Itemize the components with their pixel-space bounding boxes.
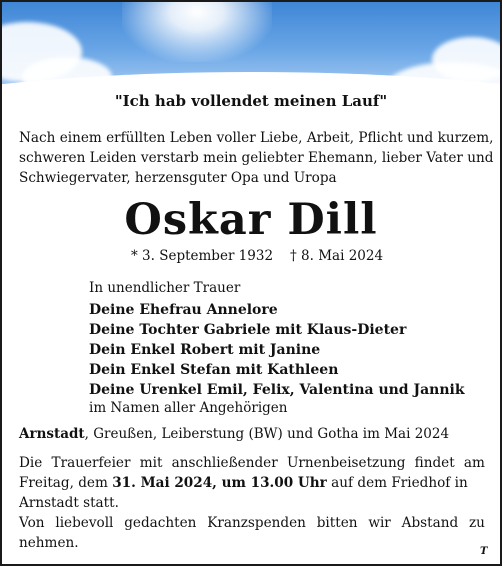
funeral-line-2: Freitag, dem 31. Mai 2024, um 13.00 Uhr auf dem Friedhof in (19, 475, 468, 491)
intro-text (19, 128, 494, 188)
motto: "Ich hab vollendet meinen Lauf" (114, 92, 388, 110)
family-member: Dein Enkel Stefan mit Kathleen (89, 362, 339, 378)
intro-line: Schwiegervater, herzensguter Opa und Uropa (19, 170, 337, 186)
family-member: Dein Enkel Robert mit Janine (89, 342, 321, 358)
on-behalf: im Namen aller Angehörigen (89, 400, 288, 416)
deceased-name: Oskar Dill (124, 195, 378, 245)
birth-date: * 3. September 1932 (131, 248, 274, 264)
wreath-line-2: nehmen. (19, 535, 79, 551)
family-member: Deine Urenkel Emil, Felix, Valentina und Jannik (89, 382, 465, 398)
publisher-logo: T (480, 546, 488, 557)
funeral-date: 31. Mai 2024, um 13.00 Uhr (112, 475, 327, 491)
place-first: Arnstadt (19, 426, 85, 442)
wreath-notice (19, 513, 485, 553)
funeral-line-3: Arnstadt statt. (19, 495, 119, 511)
family-member: Deine Tochter Gabriele mit Klaus-Dieter (89, 322, 407, 338)
place-rest: , Greußen, Leiberstung (BW) und Gotha im Mai 2024 (84, 426, 450, 442)
place-date (19, 426, 449, 442)
wreath-line-1: Von liebevoll gedachten Kranzspenden bitten wir Abstand zu (19, 515, 485, 531)
intro-line: Nach einem erfüllten Leben voller Liebe, Arbeit, Pflicht und kurzem, (19, 130, 494, 146)
death-date: † 8. Mai 2024 (290, 248, 384, 264)
family-list (89, 300, 465, 400)
obituary-content (2, 2, 500, 564)
funeral-notice (19, 453, 485, 513)
family-member: Deine Ehefrau Annelore (89, 302, 278, 318)
intro-line: schweren Leiden verstarb mein geliebter Ehemann, lieber Vater und (19, 150, 494, 166)
funeral-line-1: Die Trauerfeier mit anschließender Urnenbeisetzung findet am (19, 455, 485, 471)
mourning-intro: In unendlicher Trauer (89, 280, 241, 296)
